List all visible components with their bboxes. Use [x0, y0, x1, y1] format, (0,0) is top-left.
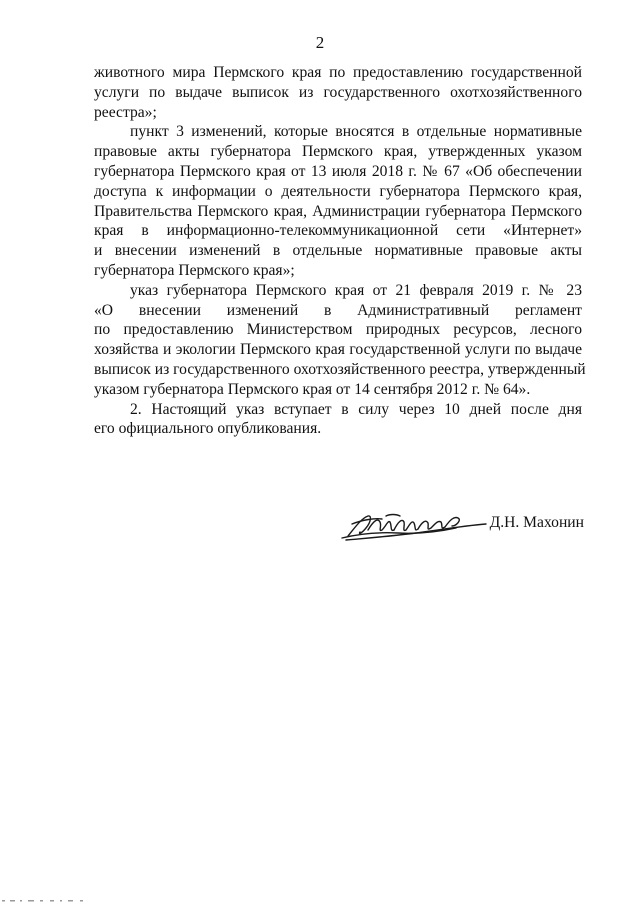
paragraph-3 — [94, 281, 586, 400]
text-line: животного мира Пермского края по предоставлению государственной — [94, 64, 582, 81]
text-line: правовые акты губернатора Пермского края, утвержденных указом — [94, 143, 582, 161]
paragraph-1 — [94, 63, 582, 122]
text-line: 2. Настоящий указ вступает в силу через 10 дней после дня — [130, 400, 582, 418]
handwritten-signature — [338, 508, 488, 544]
text-line: Правительства Пермского края, Администрации губернатора Пермского — [94, 202, 582, 220]
text-line: и внесении изменений в отдельные нормативные правовые акты — [94, 242, 582, 260]
text-line: выписок из государственного охотхозяйственного реестра, утвержденный — [94, 360, 586, 378]
text-line: по предоставлению Министерством природных ресурсов, лесного — [94, 321, 582, 339]
page-number: 2 — [315, 33, 325, 52]
text-line: указ губернатора Пермского края от 21 февраля 2019 г. № 23 — [130, 281, 582, 299]
text-line: губернатора Пермского края от 13 июля 2018 г. № 67 «Об обеспечении — [94, 162, 582, 180]
text-line: указом губернатора Пермского края от 14 сентября 2012 г. № 64». — [94, 380, 531, 398]
signer-name: Д.Н. Махонин — [489, 514, 584, 531]
text-line: реестра»; — [94, 103, 157, 121]
text-line: доступа к информации о деятельности губернатора Пермского края, — [94, 182, 582, 200]
scan-artifact — [2, 899, 92, 903]
paragraph-4 — [94, 400, 582, 440]
text-line: «О внесении изменений в Административный регламент — [94, 301, 582, 319]
text-line: хозяйства и экологии Пермского края государственной услуги по выдаче — [94, 341, 582, 359]
text-line: услуги по выдаче выписок из государственного охотхозяйственного — [94, 83, 582, 101]
signature-block — [338, 508, 588, 544]
paragraph-2 — [94, 122, 582, 280]
document-body — [94, 63, 586, 439]
text-line: губернатора Пермского края»; — [94, 261, 295, 279]
text-line: его официального опубликования. — [94, 420, 322, 438]
text-line: пункт 3 изменений, которые вносятся в отдельные нормативные — [130, 123, 582, 141]
text-line: края в информационно-телекоммуникационной сети «Интернет» — [94, 222, 582, 240]
